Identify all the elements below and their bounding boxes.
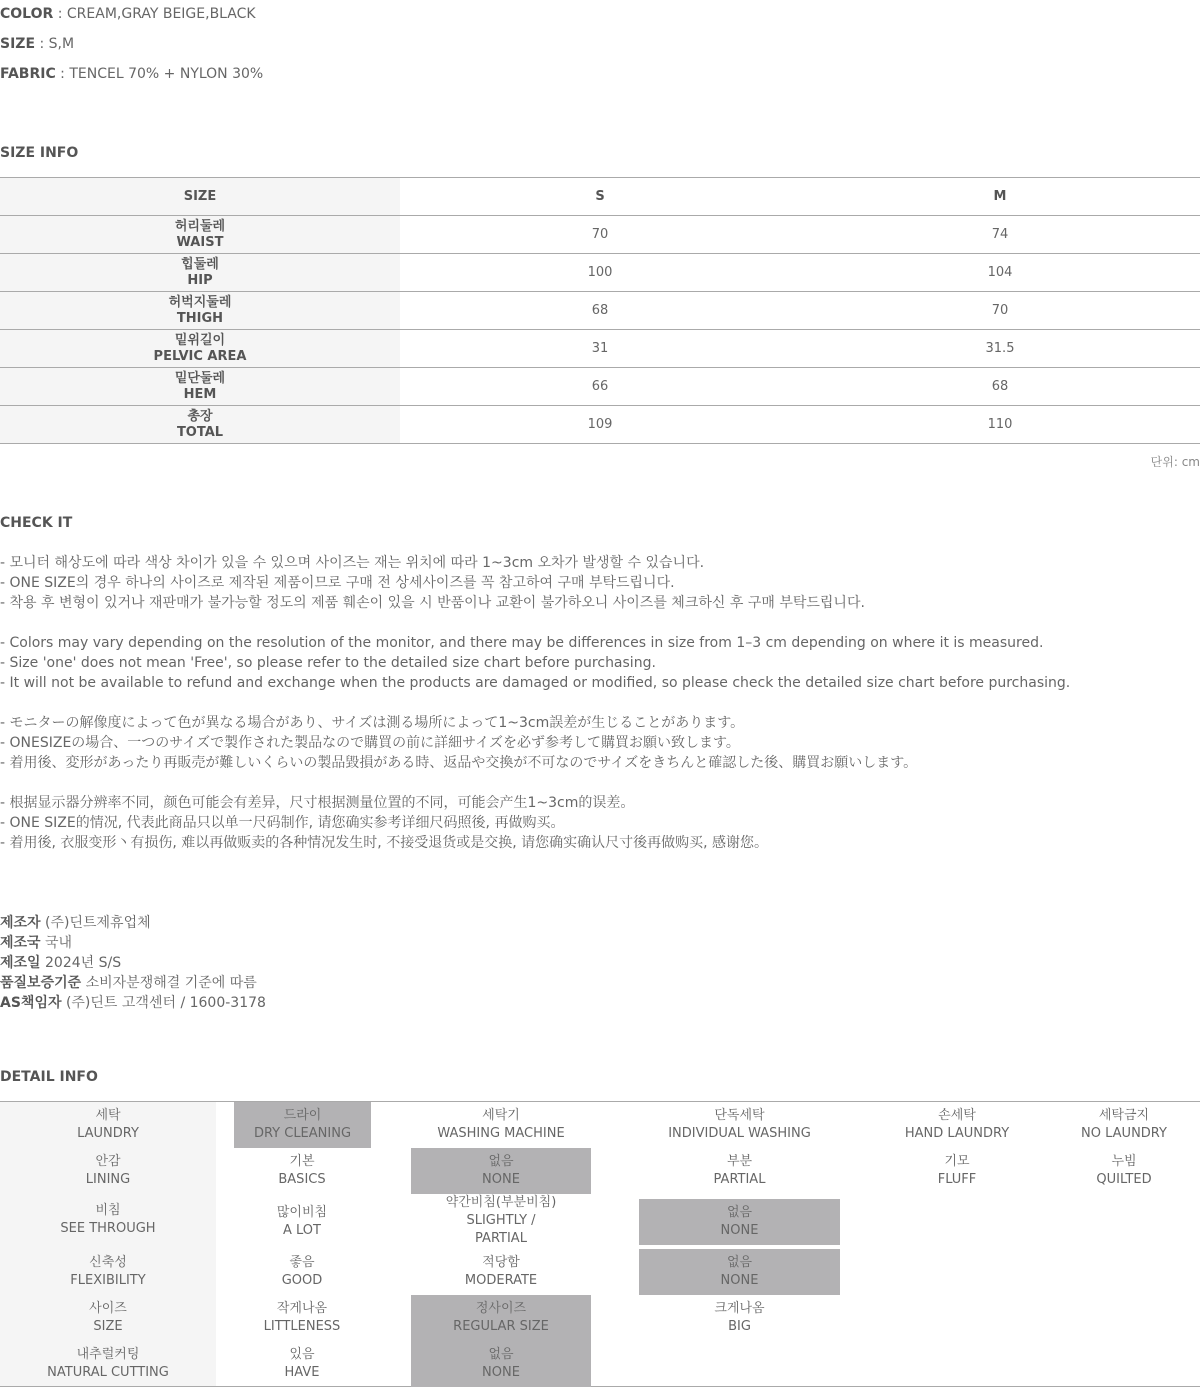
option-en: FLUFF bbox=[937, 1172, 977, 1187]
note-line: - 根据显示器分辨率不同，颜色可能会有差异，尺寸根据测量位置的不同，可能会产生1~3cm的误差。 bbox=[0, 795, 635, 811]
detail-label-flexibility bbox=[0, 1249, 216, 1295]
size-row-label-ko: 밑단둘레 bbox=[174, 370, 226, 386]
size-row-label-ko: 밑위길이 bbox=[174, 332, 226, 348]
size-header-label: SIZE bbox=[0, 178, 400, 216]
check-notes-en bbox=[0, 633, 1070, 693]
spec-fabric bbox=[0, 64, 263, 84]
maker-line bbox=[0, 973, 266, 993]
option-ko: 적당함 bbox=[482, 1255, 520, 1270]
detail-option-no-laundry bbox=[1048, 1102, 1200, 1148]
detail-label-en: FLEXIBILITY bbox=[70, 1273, 146, 1288]
option-en: NONE bbox=[720, 1273, 759, 1288]
size-cell-m: 74 bbox=[800, 216, 1200, 254]
option-en: QUILTED bbox=[1096, 1172, 1152, 1187]
size-row-label bbox=[0, 254, 400, 292]
table-row bbox=[0, 254, 1200, 292]
maker-value: (주)딘트 고객센터 / 1600-3178 bbox=[61, 995, 266, 1011]
detail-option-dry-cleaning bbox=[234, 1102, 371, 1148]
note-line: - 착용 후 변형이 있거나 재판매가 불가능할 정도의 제품 훼손이 있을 시 반품이나 교환이 불가하오니 사이즈를 체크하신 후 구매 부탁드립니다. bbox=[0, 595, 865, 611]
option-en: DRY CLEANING bbox=[253, 1126, 352, 1141]
maker-value: 국내 bbox=[40, 935, 73, 951]
size-row-label bbox=[0, 216, 400, 254]
size-row-label-en: WAIST bbox=[176, 234, 224, 250]
option-ko: 없음 bbox=[726, 1205, 753, 1220]
detail-label-ko: 세탁 bbox=[95, 1108, 121, 1123]
check-it-notes bbox=[0, 553, 1070, 853]
option-ko: 좋음 bbox=[289, 1255, 315, 1270]
maker-label: 제조자 bbox=[0, 915, 41, 931]
option-ko: 없음 bbox=[726, 1255, 753, 1270]
detail-info-title: DETAIL INFO bbox=[0, 1069, 98, 1085]
size-row-label-en: THIGH bbox=[176, 310, 224, 326]
size-cell-m: 68 bbox=[800, 368, 1200, 406]
detail-option-flexibility-none bbox=[639, 1249, 840, 1295]
detail-option-lining-none bbox=[411, 1148, 591, 1194]
option-en: GOOD bbox=[281, 1273, 323, 1288]
detail-option-littleness bbox=[216, 1295, 388, 1341]
maker-value: 소비자분쟁해결 기준에 따름 bbox=[81, 975, 257, 991]
note-line: - モニターの解像度によって色が異なる場合があり、サイズは測る場所によって1~3cm誤差が生じることがあります。 bbox=[0, 715, 745, 731]
maker-line bbox=[0, 953, 266, 973]
detail-label-ko: 내추럴커팅 bbox=[76, 1347, 140, 1362]
size-cell-m: 70 bbox=[800, 292, 1200, 330]
size-info-title: SIZE INFO bbox=[0, 145, 79, 161]
option-en: A LOT bbox=[283, 1223, 321, 1238]
option-ko: 누빔 bbox=[1111, 1154, 1137, 1169]
detail-option-basics bbox=[216, 1148, 388, 1194]
maker-label: 제조국 bbox=[0, 935, 41, 951]
detail-option-natural-cutting-none bbox=[411, 1341, 591, 1387]
size-row-label-en: TOTAL bbox=[176, 424, 224, 440]
option-ko: 정사이즈 bbox=[475, 1301, 527, 1316]
spec-fabric-label: FABRIC bbox=[0, 66, 56, 82]
spec-size-value: : S,M bbox=[35, 36, 75, 52]
option-ko: 없음 bbox=[488, 1154, 514, 1169]
option-en: NONE bbox=[720, 1223, 759, 1238]
option-ko: 단독세탁 bbox=[714, 1108, 765, 1123]
size-cell-s: 100 bbox=[400, 254, 800, 292]
option-ko: 많이비침 bbox=[276, 1205, 328, 1220]
note-line: - ONE SIZE的情况, 代表此商品只以单一尺码制作, 请您确实参考详细尺码照後, 再做购买。 bbox=[0, 815, 565, 831]
detail-option-regular-size bbox=[411, 1295, 591, 1341]
option-ko: 약간비침(부분비침) bbox=[445, 1195, 557, 1210]
detail-label-natural-cutting bbox=[0, 1341, 216, 1387]
note-line: - It will not be available to refund and exchange when the products are damaged or modified, so please check the detailed size chart before purchasing. bbox=[0, 675, 1071, 691]
detail-label-size bbox=[0, 1295, 216, 1341]
note-line: - 着用後、変形があったり再販売が難しいくらいの製品毀損がある時、返品や交換が不可なのでサイズをきちんと確認した後、購買お願いします。 bbox=[0, 755, 918, 771]
option-ko: 작게나옴 bbox=[276, 1301, 328, 1316]
detail-label-ko: 비침 bbox=[95, 1203, 121, 1218]
option-ko: 부분 bbox=[726, 1154, 753, 1169]
option-ko: 크게나옴 bbox=[714, 1301, 765, 1316]
detail-table bbox=[0, 1101, 1200, 1387]
detail-label-laundry bbox=[0, 1102, 216, 1148]
maker-label: 품질보증기준 bbox=[0, 975, 82, 991]
size-cell-m: 104 bbox=[800, 254, 1200, 292]
maker-line bbox=[0, 993, 266, 1013]
option-en: NONE bbox=[482, 1172, 520, 1187]
option-en: MODERATE bbox=[464, 1273, 538, 1288]
check-notes-ja bbox=[0, 713, 1070, 773]
table-row bbox=[0, 406, 1200, 444]
option-ko: 기본 bbox=[289, 1154, 315, 1169]
option-ko: 세탁금지 bbox=[1098, 1108, 1150, 1123]
maker-label: 제조일 bbox=[0, 955, 41, 971]
option-en: REGULAR SIZE bbox=[453, 1319, 549, 1334]
detail-label-lining bbox=[0, 1148, 216, 1194]
table-row bbox=[0, 368, 1200, 406]
option-en: BASICS bbox=[278, 1172, 326, 1187]
detail-label-ko: 신축성 bbox=[89, 1255, 127, 1270]
detail-option-individual-washing bbox=[639, 1102, 840, 1148]
detail-option-partial bbox=[639, 1148, 840, 1194]
detail-option-see-through-none bbox=[639, 1199, 840, 1245]
detail-label-en: NATURAL CUTTING bbox=[47, 1365, 169, 1380]
spec-color bbox=[0, 4, 256, 24]
table-row bbox=[0, 330, 1200, 368]
detail-label-en: LAUNDRY bbox=[77, 1126, 139, 1141]
detail-option-fluff bbox=[878, 1148, 1036, 1194]
option-en: WASHING MACHINE bbox=[437, 1126, 565, 1141]
detail-option-big bbox=[639, 1295, 840, 1341]
size-cell-s: 66 bbox=[400, 368, 800, 406]
option-en: PARTIAL bbox=[713, 1172, 766, 1187]
option-en: LITTLENESS bbox=[263, 1319, 341, 1334]
size-table bbox=[0, 177, 1200, 444]
spec-size-label: SIZE bbox=[0, 36, 36, 52]
note-line: - 着用後, 衣服变形丶有损伤, 难以再做贩卖的各种情况发生时, 不接受退货或是交换, 请您确实确认尺寸後再做购买, 感谢您。 bbox=[0, 835, 769, 851]
detail-label-en: SIZE bbox=[93, 1319, 123, 1334]
option-en: BIG bbox=[728, 1319, 751, 1334]
size-row-label-en: PELVIC AREA bbox=[153, 348, 247, 364]
size-row-label-ko: 힙둘레 bbox=[181, 256, 219, 272]
size-row-label bbox=[0, 406, 400, 444]
option-en: HAND LAUNDRY bbox=[904, 1126, 1010, 1141]
size-row-label bbox=[0, 292, 400, 330]
note-line: - Colors may vary depending on the resolution of the monitor, and there may be differences in size from 1–3 cm depending on where it is measured. bbox=[0, 635, 1044, 651]
detail-option-hand-laundry bbox=[878, 1102, 1036, 1148]
option-ko: 드라이 bbox=[283, 1108, 322, 1123]
note-line: - 모니터 해상도에 따라 색상 차이가 있을 수 있으며 사이즈는 재는 위치에 따라 1~3cm 오차가 발생할 수 있습니다. bbox=[0, 555, 705, 571]
detail-option-washing-machine bbox=[411, 1102, 591, 1148]
detail-label-see-through bbox=[0, 1194, 216, 1246]
detail-option-moderate bbox=[411, 1249, 591, 1295]
spec-color-label: COLOR bbox=[0, 6, 54, 22]
maker-info bbox=[0, 913, 266, 1013]
detail-label-en: SEE THROUGH bbox=[60, 1221, 156, 1236]
option-en: INDIVIDUAL WASHING bbox=[668, 1126, 811, 1141]
spec-size bbox=[0, 34, 74, 54]
size-cell-m: 31.5 bbox=[800, 330, 1200, 368]
table-row bbox=[0, 216, 1200, 254]
size-row-label-en: HEM bbox=[183, 386, 217, 402]
spec-color-value: : CREAM,GRAY BEIGE,BLACK bbox=[53, 6, 256, 22]
spec-fabric-value: : TENCEL 70% + NYLON 30% bbox=[55, 66, 264, 82]
size-row-label bbox=[0, 368, 400, 406]
detail-label-en: LINING bbox=[85, 1172, 131, 1187]
option-en: NO LAUNDRY bbox=[1081, 1126, 1167, 1141]
note-line: - Size 'one' does not mean 'Free', so please refer to the detailed size chart before purchasing. bbox=[0, 655, 656, 671]
size-row-label bbox=[0, 330, 400, 368]
check-notes-ko bbox=[0, 553, 1070, 613]
size-row-label-ko: 허리둘레 bbox=[174, 218, 226, 234]
size-table-header bbox=[0, 178, 1200, 216]
maker-label: AS책임자 bbox=[0, 995, 62, 1011]
option-ko: 있음 bbox=[289, 1347, 315, 1362]
size-cell-s: 31 bbox=[400, 330, 800, 368]
size-cell-s: 70 bbox=[400, 216, 800, 254]
option-en: NONE bbox=[482, 1365, 520, 1380]
size-cell-m: 110 bbox=[800, 406, 1200, 444]
detail-option-have bbox=[216, 1341, 388, 1387]
size-cell-s: 68 bbox=[400, 292, 800, 330]
size-header-m: M bbox=[800, 178, 1200, 216]
size-row-label-ko: 허벅지둘레 bbox=[168, 294, 232, 310]
option-en-2: PARTIAL bbox=[475, 1231, 527, 1246]
check-it-title: CHECK IT bbox=[0, 515, 73, 531]
size-header-s: S bbox=[400, 178, 800, 216]
size-unit: 단위: cm bbox=[1150, 455, 1200, 469]
note-line: - ONE SIZE의 경우 하나의 사이즈로 제작된 제품이므로 구매 전 상세사이즈를 꼭 참고하여 구매 부탁드립니다. bbox=[0, 575, 675, 591]
maker-line bbox=[0, 913, 266, 933]
maker-value: 2024년 S/S bbox=[40, 955, 122, 971]
option-en: HAVE bbox=[284, 1365, 320, 1380]
option-en: SLIGHTLY / bbox=[466, 1213, 536, 1228]
detail-option-a-lot bbox=[216, 1196, 388, 1248]
maker-line bbox=[0, 933, 266, 953]
option-ko: 손세탁 bbox=[938, 1108, 976, 1123]
option-ko: 없음 bbox=[488, 1347, 514, 1362]
size-row-label-ko: 총장 bbox=[187, 408, 213, 424]
detail-label-ko: 안감 bbox=[95, 1154, 121, 1169]
detail-label-ko: 사이즈 bbox=[89, 1301, 127, 1316]
detail-option-quilted bbox=[1048, 1148, 1200, 1194]
size-row-label-en: HIP bbox=[187, 272, 213, 288]
check-notes-zh bbox=[0, 793, 1070, 853]
size-cell-s: 109 bbox=[400, 406, 800, 444]
maker-value: (주)딘트제휴업체 bbox=[40, 915, 151, 931]
note-line: - ONESIZEの場合、一つのサイズで製作された製品なので購買の前に詳細サイズを必ず参考して購買お願い致します。 bbox=[0, 735, 740, 751]
table-row bbox=[0, 292, 1200, 330]
detail-option-slightly-partial bbox=[411, 1194, 591, 1248]
option-ko: 세탁기 bbox=[482, 1108, 520, 1123]
detail-option-good bbox=[216, 1249, 388, 1295]
option-ko: 기모 bbox=[944, 1154, 970, 1169]
